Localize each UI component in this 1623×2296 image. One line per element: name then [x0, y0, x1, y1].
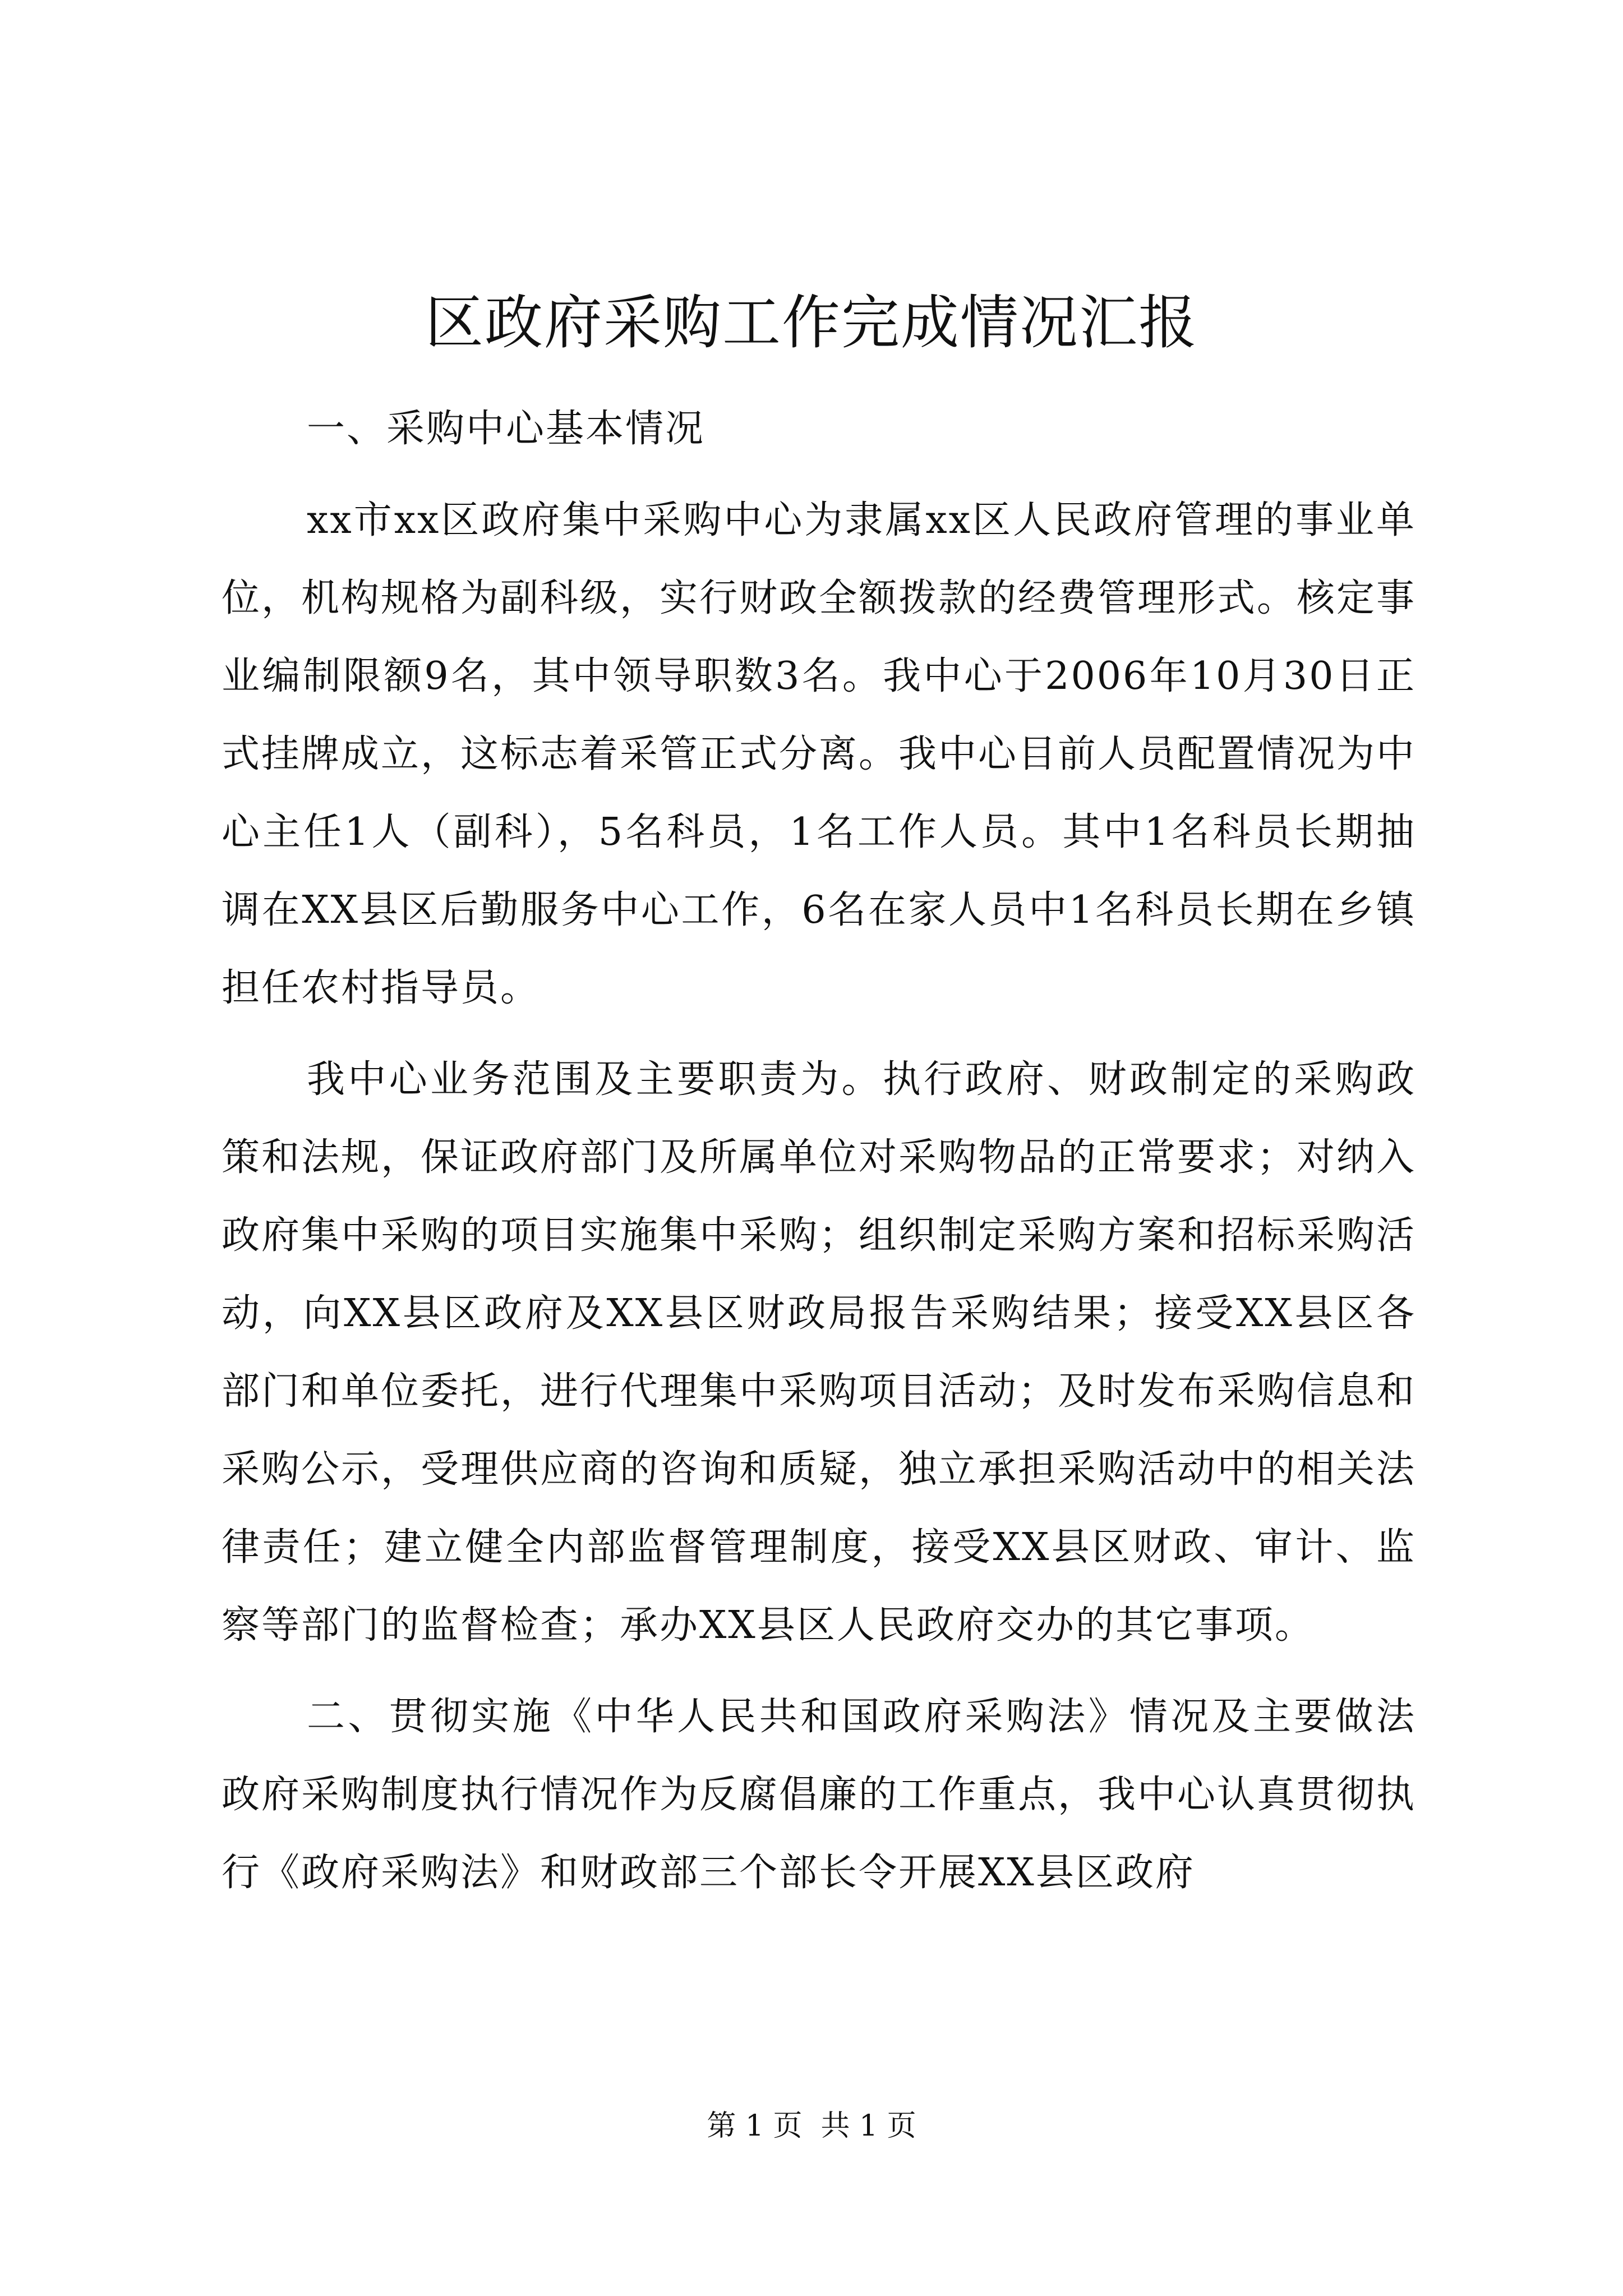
document-body	[222, 390, 1416, 1925]
paragraph-center-overview: xx市xx区政府集中采购中心为隶属xx区人民政府管理的事业单位，机构规格为副科级，实行财政全额拨款的经费管理形式。核定事业编制限额9名，其中领导职数3名。我中心于2006年10月30日正式挂牌成立，这标志着采管正式分离。我中心目前人员配置情况为中心主任1人（副科），5名科员，1名工作人员。其中1名科员长期抽调在XX县区后勤服务中心工作，6名在家人员中1名科员长期在乡镇担任农村指导员。	[222, 498, 1417, 1010]
paragraph-section-2: 二、贯彻实施《中华人民共和国政府采购法》情况及主要做法政府采购制度执行情况作为反腐倡廉的工作重点，我中心认真贯彻执行《政府采购法》和财政部三个部长令开展XX县区政府	[222, 1695, 1417, 1895]
paragraph-duties: 我中心业务范围及主要职责为。执行政府、财政制定的采购政策和法规，保证政府部门及所属单位对采购物品的正常要求；对纳入政府集中采购的项目实施集中采购；组织制定采购方案和招标采购活动，向XX县区政府及XX县区财政局报告采购结果；接受XX县区各部门和单位委托，进行代理集中采购项目活动；及时发布采购信息和采购公示，受理供应商的咨询和质疑，独立承担采购活动中的相关法律责任；建立健全内部监督管理制度，接受XX县区财政、审计、监察等部门的监督检查；承办XX县区人民政府交办的其它事项。	[222, 1057, 1417, 1648]
document-title: 区政府采购工作完成情况汇报	[425, 288, 1198, 357]
section-heading-1: 一、采购中心基本情况	[307, 407, 706, 451]
page-footer: 第 1 页 共 1 页	[707, 2109, 916, 2143]
